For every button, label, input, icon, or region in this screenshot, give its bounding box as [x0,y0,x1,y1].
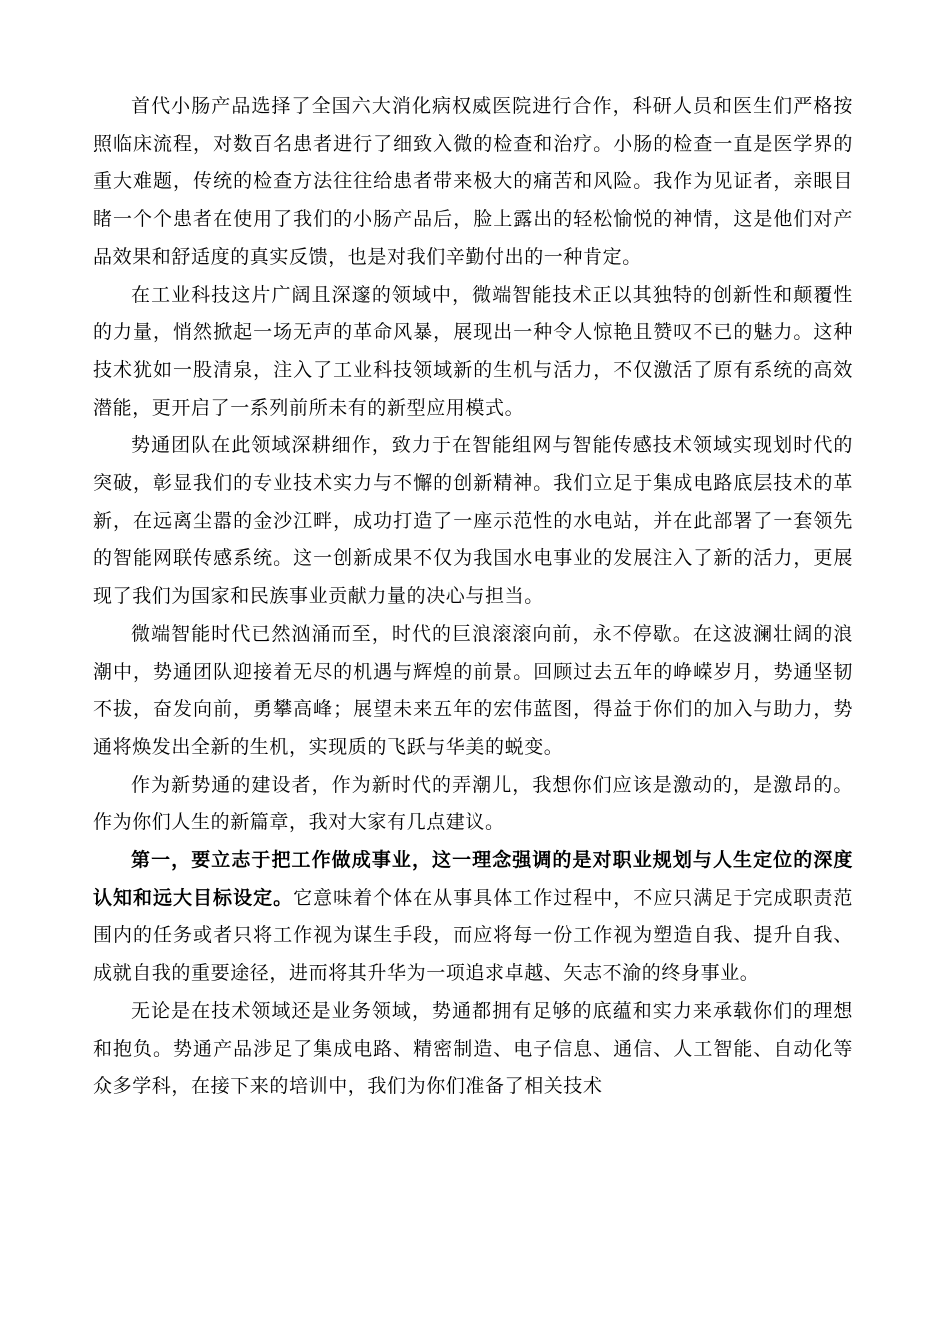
paragraph-5: 作为新势通的建设者，作为新时代的弄潮儿，我想你们应该是激动的，是激昂的。作为你们人生的新篇章，我对大家有几点建议。 [93,773,853,834]
document-page [93,88,853,1106]
paragraph-4: 微端智能时代已然汹涌而至，时代的巨浪滚滚向前，永不停歇。在这波澜壮阔的浪潮中，势通团队迎接着无尽的机遇与辉煌的前景。回顾过去五年的峥嵘岁月，势通坚韧不拔，奋发向前，勇攀高峰；展望未来五年的宏伟蓝图，得益于你们的加入与助力，势通将焕发出全新的生机，实现质的飞跃与华美的蜕变。 [93,622,853,758]
paragraph-2: 在工业科技这片广阔且深邃的领域中，微端智能技术正以其独特的创新性和颠覆性的力量，悄然掀起一场无声的革命风暴，展现出一种令人惊艳且赞叹不已的魅力。这种技术犹如一股清泉，注入了工业科技领域新的生机与活力，不仅激活了原有系统的高效潜能，更开启了一系列前所未有的新型应用模式。 [93,283,853,419]
paragraph-7: 无论是在技术领域还是业务领域，势通都拥有足够的底蕴和实力来承载你们的理想和抱负。势通产品涉足了集成电路、精密制造、电子信息、通信、人工智能、自动化等众多学科，在接下来的培训中，我们为你们准备了相关技术 [93,999,853,1098]
paragraph-6-bold-lead: 第一，要立志于把工作做成事业，这一理念强调的是对职业规划与人生定位的深度认知和远大目标设定。 [93,849,853,909]
paragraph-3: 势通团队在此领域深耕细作，致力于在智能组网与智能传感技术领域实现划时代的突破，彰显我们的专业技术实力与不懈的创新精神。我们立足于集成电路底层技术的革新，在远离尘嚣的金沙江畔，成功打造了一座示范性的水电站，并在此部署了一套领先的智能网联传感系统。这一创新成果不仅为我国水电事业的发展注入了新的活力，更展现了我们为国家和民族事业贡献力量的决心与担当。 [93,434,853,608]
paragraph-6 [93,842,853,993]
paragraph-1: 首代小肠产品选择了全国六大消化病权威医院进行合作，科研人员和医生们严格按照临床流程，对数百名患者进行了细致入微的检查和治疗。小肠的检查一直是医学界的重大难题，传统的检查方法往往给患者带来极大的痛苦和风险。我作为见证者，亲眼目睹一个个患者在使用了我们的小肠产品后，脸上露出的轻松愉悦的神情，这是他们对产品效果和舒适度的真实反馈，也是对我们辛勤付出的一种肯定。 [93,95,853,268]
paragraph-6-body: 它意味着个体在从事具体工作过程中，不应只满足于完成职责范围内的任务或者只将工作视为谋生手段，而应将每一份工作视为塑造自我、提升自我、成就自我的重要途径，进而将其升华为一项追求卓越、矢志不渝的终身事业。 [93,886,853,985]
